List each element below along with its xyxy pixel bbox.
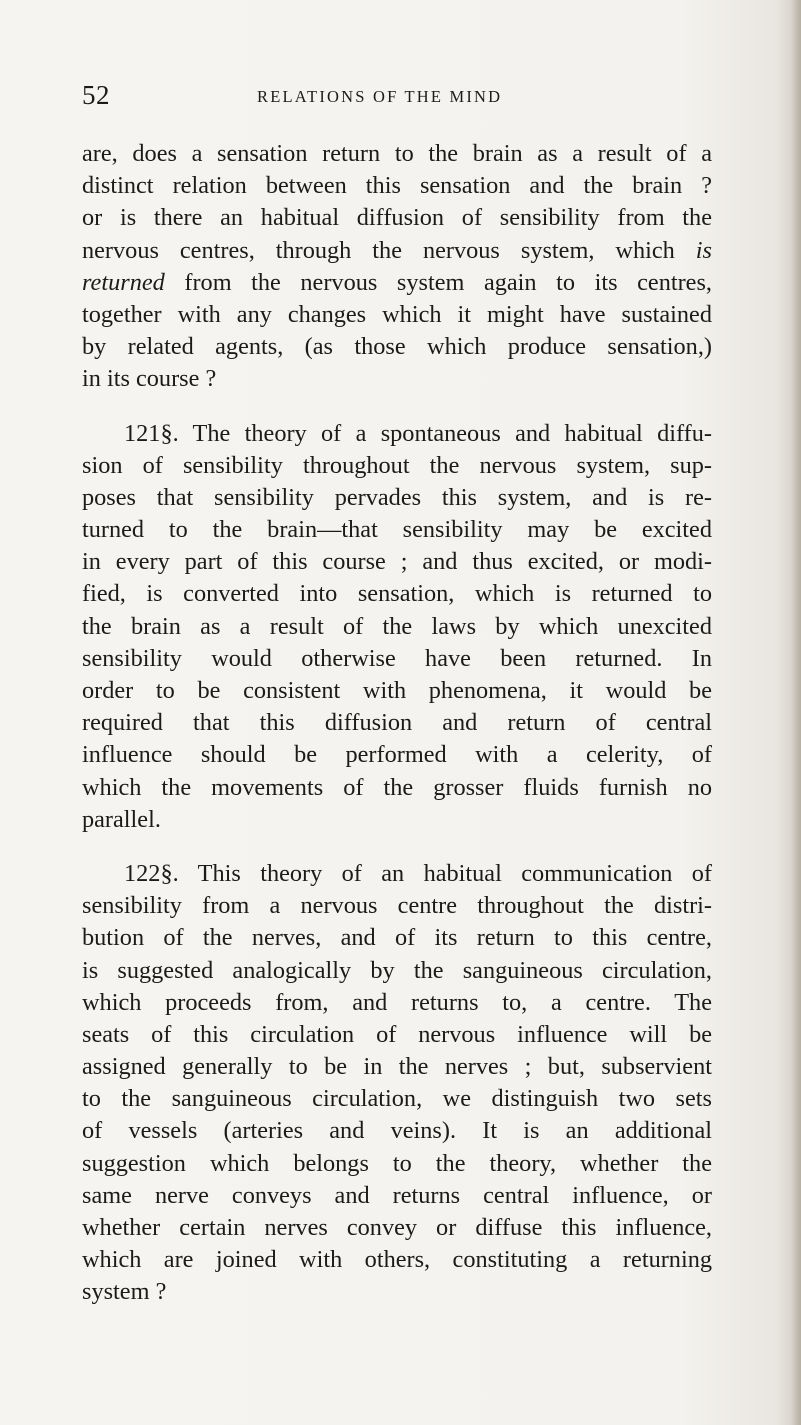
running-title: RELATIONS OF THE MIND (257, 87, 503, 106)
emphasis-returned: returned (82, 268, 165, 296)
text-line: fied, is converted into sensation, which is returned to (82, 580, 712, 608)
text-line: which proceeds from, and returns to, a centre. The (82, 988, 712, 1016)
text-segment: from the nervous system again to its centres, (184, 268, 712, 296)
text-line: or is there an habitual diffusion of sensibility from the (82, 204, 712, 232)
text-line: influence should be performed with a celerity, of (82, 741, 712, 769)
text-line: sensibility would otherwise have been returned. In (82, 644, 712, 672)
text-line: required that this diffusion and return of central (82, 709, 712, 737)
text-segment: nervous centres, through the nervous system, which (82, 236, 675, 264)
text-line (82, 235, 712, 267)
paragraph-1 (82, 138, 712, 396)
emphasis-is: is (695, 236, 712, 264)
text-line (82, 267, 712, 299)
page-number: 52 (82, 80, 110, 110)
text-line: system ? (82, 1278, 167, 1306)
text-line: which the movements of the grosser fluids furnish no (82, 773, 712, 801)
text-line: poses that sensibility pervades this system, and is re- (82, 483, 712, 511)
running-head (82, 80, 712, 120)
text-line: in its course ? (82, 365, 217, 393)
text-line: suggestion which belongs to the theory, whether the (82, 1149, 712, 1177)
text-line: 121§. The theory of a spontaneous and habitual diffu- (124, 419, 712, 447)
page-edge-shadow (791, 0, 801, 1425)
text-line: parallel. (82, 805, 161, 833)
text-line: sensibility from a nervous centre throughout the distri- (82, 892, 712, 920)
text-line: 122§. This theory of an habitual communication of (124, 859, 712, 887)
text-line: in every part of this course ; and thus excited, or modi- (82, 548, 712, 576)
paragraph-121 (82, 418, 712, 836)
text-line: whether certain nerves convey or diffuse this influence, (82, 1214, 712, 1241)
text-line: distinct relation between this sensation and the brain ? (82, 172, 712, 200)
text-line: is suggested analogically by the sanguineous circulation, (82, 956, 712, 984)
text-line: to the sanguineous circulation, we distinguish two sets (82, 1085, 712, 1113)
text-line: the brain as a result of the laws by which unexcited (82, 612, 712, 640)
text-line: which are joined with others, constituting a returning (82, 1246, 712, 1274)
text-line: are, does a sensation return to the brain as a result of a (82, 140, 712, 167)
text-line: assigned generally to be in the nerves ; but, subservient (82, 1053, 712, 1081)
text-line: sion of sensibility throughout the nervous system, sup- (82, 451, 712, 479)
text-line: bution of the nerves, and of its return to this centre, (82, 924, 712, 952)
text-line: of vessels (arteries and veins). It is an additional (82, 1117, 712, 1145)
text-line: order to be consistent with phenomena, it would be (82, 677, 712, 704)
paragraph-122 (82, 858, 712, 1309)
body-text (82, 138, 712, 1309)
text-line: seats of this circulation of nervous influence will be (82, 1020, 712, 1048)
text-line: together with any changes which it might have sustained (82, 300, 712, 328)
text-line: turned to the brain—that sensibility may be excited (82, 516, 712, 544)
text-line: by related agents, (as those which produce sensation,) (82, 333, 712, 361)
text-line: same nerve conveys and returns central influence, or (82, 1181, 712, 1209)
